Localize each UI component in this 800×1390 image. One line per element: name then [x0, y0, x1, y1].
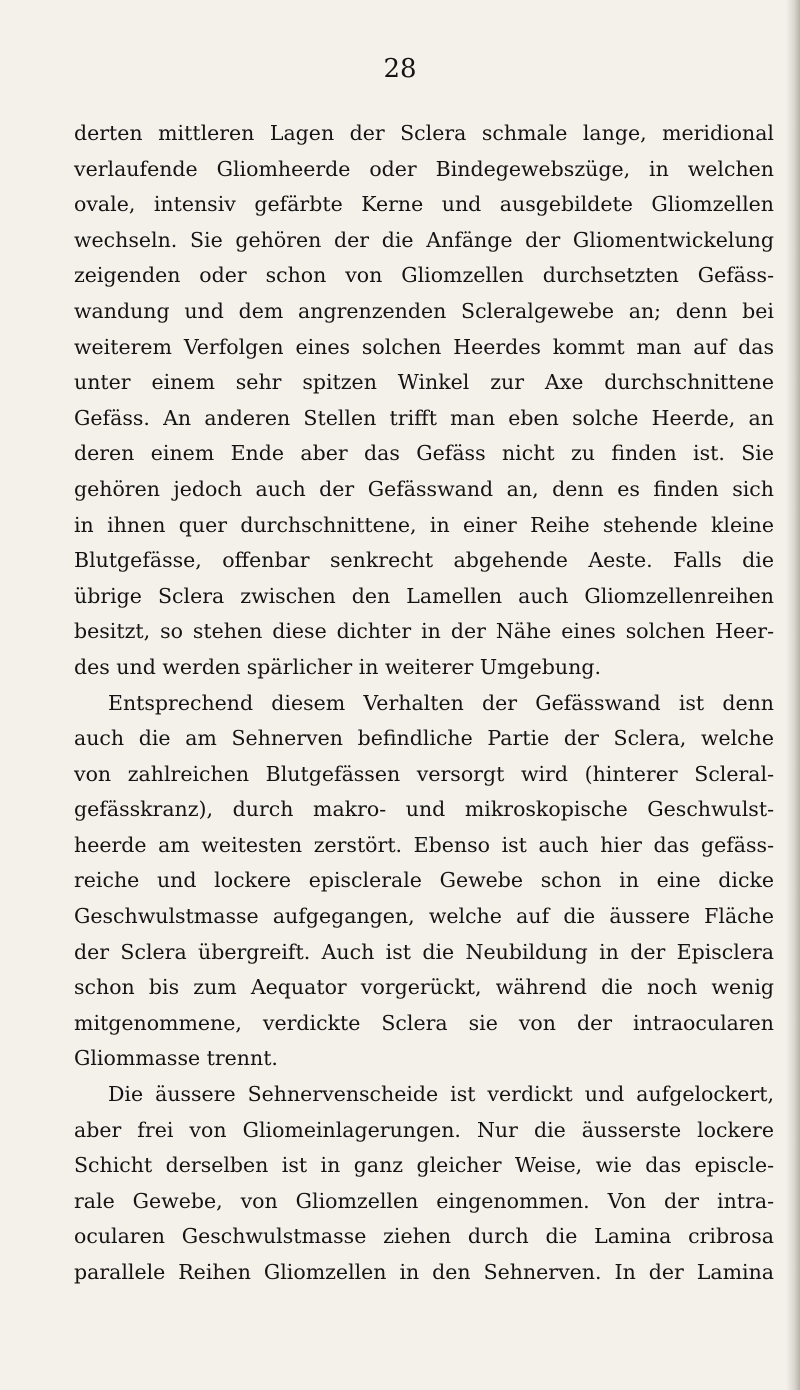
text-line: deren einem Ende aber das Gefäss nicht zu finden ist. Sie — [74, 441, 774, 466]
text-line: gehören jedoch auch der Gefässwand an, denn es finden sich — [74, 476, 774, 501]
text-line: Blutgefässe, offenbar senkrecht abgehende Aeste. Falls die — [74, 548, 774, 573]
text-line: auch die am Sehnerven befindliche Partie der Sclera, welche — [74, 726, 774, 751]
text-line: wandung und dem angrenzenden Scleralgewebe an; denn bei — [74, 298, 774, 323]
text-line: rale Gewebe, von Gliomzellen eingenommen. Von der intra- — [74, 1188, 774, 1213]
text-line: mitgenommene, verdickte Sclera sie von der intraocularen — [74, 1010, 774, 1035]
text-line: gefässkranz), durch makro- und mikroskopische Geschwulst- — [74, 797, 774, 822]
text-line: Die äussere Sehnervenscheide ist verdickt und aufgelockert, — [108, 1082, 774, 1107]
text-line: besitzt, so stehen diese dichter in der Nähe eines solchen Heer- — [74, 619, 774, 644]
page-number: 28 — [383, 54, 417, 84]
text-line: der Sclera übergreift. Auch ist die Neubildung in der Episclera — [74, 939, 774, 964]
text-line: weiterem Verfolgen eines solchen Heerdes kommt man auf das — [74, 334, 774, 359]
text-line: reiche und lockere episclerale Gewebe schon in eine dicke — [74, 868, 774, 893]
body-text — [74, 116, 774, 1291]
text-line: Gefäss. An anderen Stellen trifft man eben solche Heerde, an — [74, 405, 774, 430]
page-edge-shadow — [786, 0, 800, 1390]
text-line: zeigenden oder schon von Gliomzellen durchsetzten Gefäss- — [74, 263, 774, 288]
text-line: Entsprechend diesem Verhalten der Gefässwand ist denn — [108, 690, 774, 715]
text-line: parallele Reihen Gliomzellen in den Sehnerven. In der Lamina — [74, 1260, 774, 1284]
text-line: von zahlreichen Blutgefässen versorgt wird (hinterer Scleral- — [74, 761, 774, 786]
text-line: heerde am weitesten zerstört. Ebenso ist auch hier das gefäss- — [74, 832, 774, 857]
text-line: aber frei von Gliomeinlagerungen. Nur die äusserste lockere — [74, 1117, 774, 1142]
text-line: unter einem sehr spitzen Winkel zur Axe durchschnittene — [74, 370, 774, 395]
text-line: verlaufende Gliomheerde oder Bindegewebszüge, in welchen — [74, 156, 774, 181]
text-line: des und werden spärlicher in weiterer Umgebung. — [74, 654, 601, 679]
text-line: in ihnen quer durchschnittene, in einer Reihe stehende kleine — [74, 512, 774, 537]
text-line: ocularen Geschwulstmasse ziehen durch die Lamina cribrosa — [74, 1224, 774, 1249]
text-line: derten mittleren Lagen der Sclera schmale lange, meridional — [74, 121, 774, 145]
text-line: Schicht derselben ist in ganz gleicher Weise, wie das episcle- — [74, 1153, 774, 1178]
text-line: Geschwulstmasse aufgegangen, welche auf die äussere Fläche — [74, 904, 774, 929]
text-line: schon bis zum Aequator vorgerückt, während die noch wenig — [74, 975, 774, 1000]
text-line: ovale, intensiv gefärbte Kerne und ausgebildete Gliomzellen — [74, 192, 774, 217]
text-line: übrige Sclera zwischen den Lamellen auch Gliomzellenreihen — [74, 583, 774, 608]
text-line: Gliommasse trennt. — [74, 1046, 278, 1071]
text-line: wechseln. Sie gehören der die Anfänge der Gliomentwickelung — [74, 227, 774, 252]
